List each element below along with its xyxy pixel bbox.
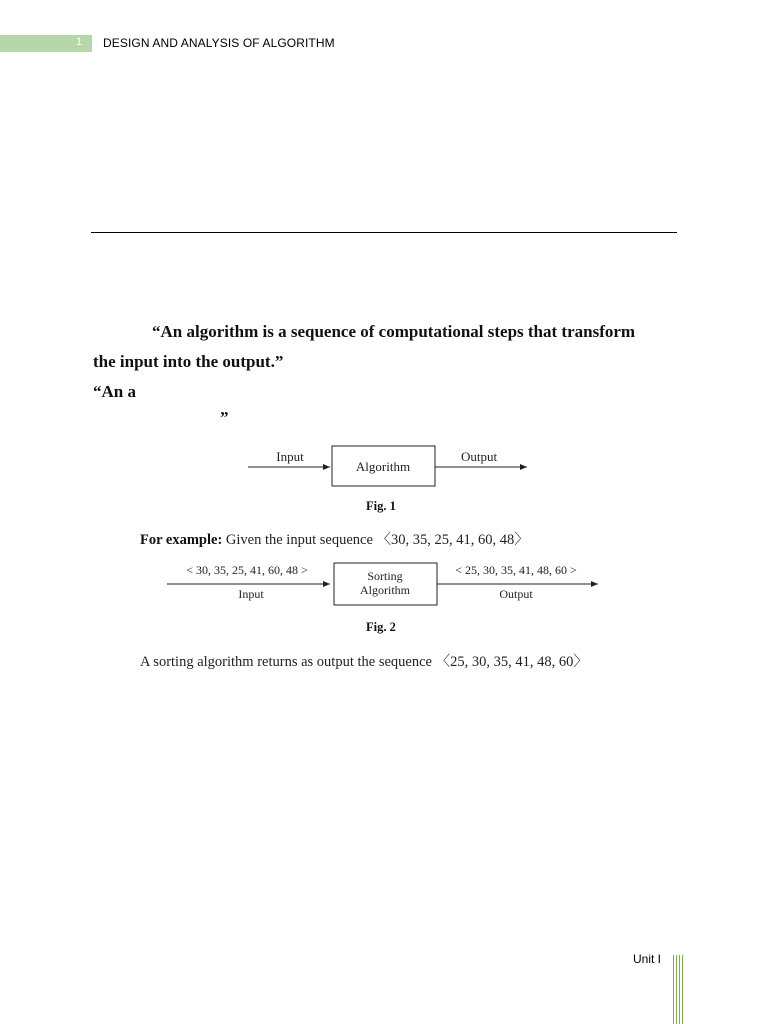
example-line <box>140 528 529 549</box>
fig2-output-label: Output <box>499 587 533 601</box>
fig2-box-line-1: Sorting <box>367 569 403 583</box>
footer-line-3 <box>679 955 680 1024</box>
footer-unit-label: Unit I <box>633 952 662 966</box>
figure-2-diagram <box>160 558 610 608</box>
section-divider <box>91 232 677 233</box>
fig1-box-label: Algorithm <box>355 459 411 474</box>
figure-2-caption: Fig. 2 <box>366 620 396 634</box>
fig1-output-label: Output <box>460 449 498 464</box>
page-number: 1 <box>76 36 83 48</box>
footer-line-1 <box>673 955 674 1024</box>
header-title: DESIGN AND ANALYSIS OF ALGORITHM <box>103 36 335 50</box>
definition-line-1: “An algorithm is a sequence of computational steps that transform <box>152 322 636 341</box>
definition-line-3: “An a <box>93 382 136 401</box>
example-text: Given the input sequence 〈30, 35, 25, 41, 60, 48〉 <box>225 532 529 548</box>
fig2-output-sequence: < 25, 30, 35, 41, 48, 60 > <box>455 563 577 577</box>
figure-1-caption: Fig. 1 <box>366 499 396 513</box>
footer-line-2 <box>676 955 677 1024</box>
definition-line-4: ” <box>220 408 229 427</box>
fig1-input-label: Input <box>276 449 304 464</box>
footer-line-4 <box>682 955 683 1024</box>
fig2-box-line-2: Algorithm <box>360 583 410 597</box>
figure-1-diagram <box>245 440 535 492</box>
fig2-input-sequence: < 30, 35, 25, 41, 60, 48 > <box>186 563 308 577</box>
fig2-input-label: Input <box>238 587 264 601</box>
definition-line-2: the input into the output.” <box>93 352 284 371</box>
result-text: A sorting algorithm returns as output the sequence 〈25, 30, 35, 41, 48, 60〉 <box>140 654 588 670</box>
example-label: For example: <box>140 532 223 548</box>
